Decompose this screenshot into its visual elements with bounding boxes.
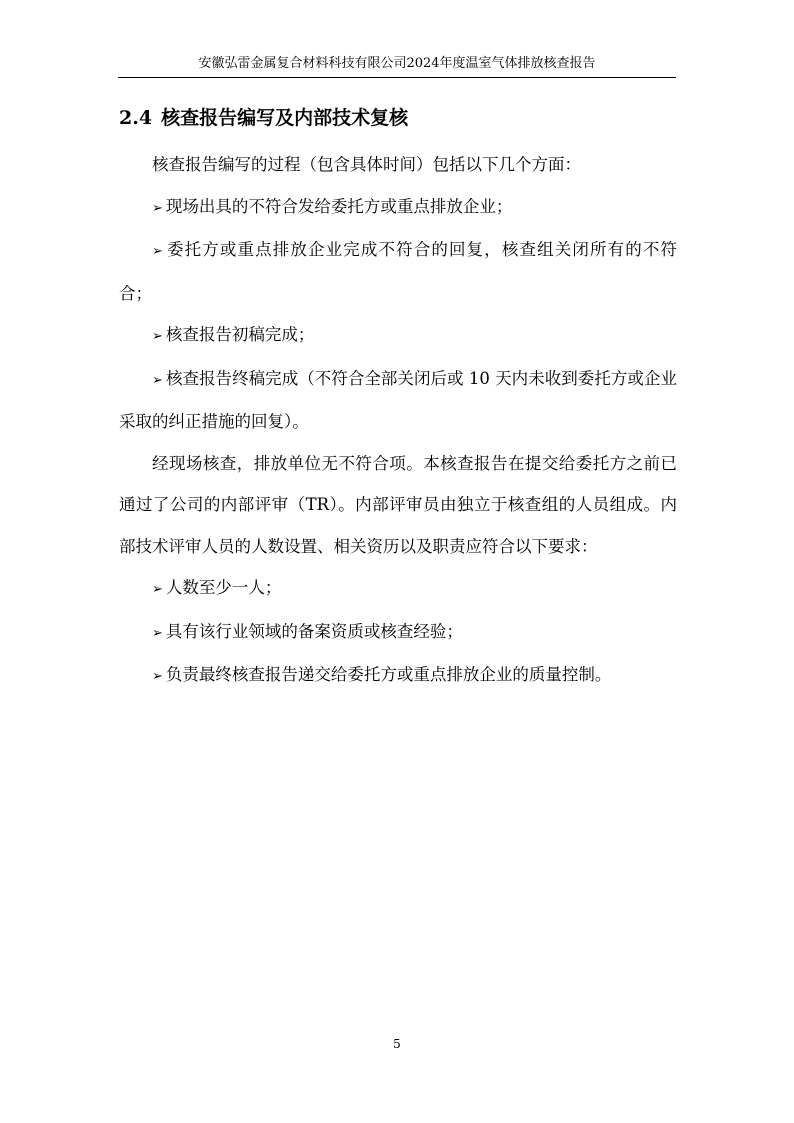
list-item-text: 委托方或重点排放企业完成不符合的回复，核查组关闭所有的不符合； bbox=[119, 240, 677, 303]
arrow-bullet-icon: ➢ bbox=[152, 200, 163, 216]
arrow-bullet-icon: ➢ bbox=[152, 372, 163, 388]
list-item-text: 核查报告初稿完成； bbox=[165, 325, 315, 344]
header-title: 安徽弘雷金属复合材料科技有限公司2024年度温室气体排放核查报告 bbox=[198, 56, 596, 71]
body-text bbox=[119, 144, 677, 698]
list-item bbox=[119, 314, 677, 358]
list-item bbox=[119, 358, 677, 443]
list-item bbox=[119, 654, 677, 698]
paragraph bbox=[119, 443, 677, 568]
list-item bbox=[119, 186, 677, 230]
list-item-text: 核查报告终稿完成（不符合全部关闭后或 10 天内未收到委托方或企业采取的纠正措施的回复）。 bbox=[119, 368, 677, 431]
list-item bbox=[119, 229, 677, 314]
list-item-text: 现场出具的不符合发给委托方或重点排放企业； bbox=[165, 196, 513, 216]
arrow-bullet-icon: ➢ bbox=[152, 244, 163, 259]
arrow-bullet-icon: ➢ bbox=[152, 582, 163, 597]
list-item-text: 负责最终核查报告递交给委托方或重点排放企业的质量控制。 bbox=[165, 665, 612, 684]
paragraph bbox=[119, 144, 677, 186]
paragraph-text: 核查报告编写的过程（包含具体时间）包括以下几个方面： bbox=[152, 155, 581, 174]
page-header bbox=[118, 56, 676, 78]
arrow-bullet-icon: ➢ bbox=[152, 625, 163, 641]
paragraph-text: 经现场核查，排放单位无不符合项。本核查报告在提交给委托方之前已通过了公司的内部评审（TR）。内部评审员由独立于核查组的人员组成。内部技术评审人员的人数设置、相关资历以及职责应符合以下要求： bbox=[119, 453, 677, 556]
page-number: 5 bbox=[393, 1037, 401, 1051]
list-item bbox=[119, 567, 677, 611]
list-item-text: 具有该行业领域的备案资质或核查经验； bbox=[165, 621, 463, 641]
section-title: 核查报告编写及内部技术复核 bbox=[161, 107, 409, 129]
section-heading bbox=[119, 106, 408, 130]
arrow-bullet-icon: ➢ bbox=[152, 669, 163, 684]
list-item bbox=[119, 611, 677, 655]
section-number: 2.4 bbox=[119, 107, 153, 129]
list-item-text: 人数至少一人； bbox=[165, 578, 282, 597]
arrow-bullet-icon: ➢ bbox=[152, 329, 163, 344]
